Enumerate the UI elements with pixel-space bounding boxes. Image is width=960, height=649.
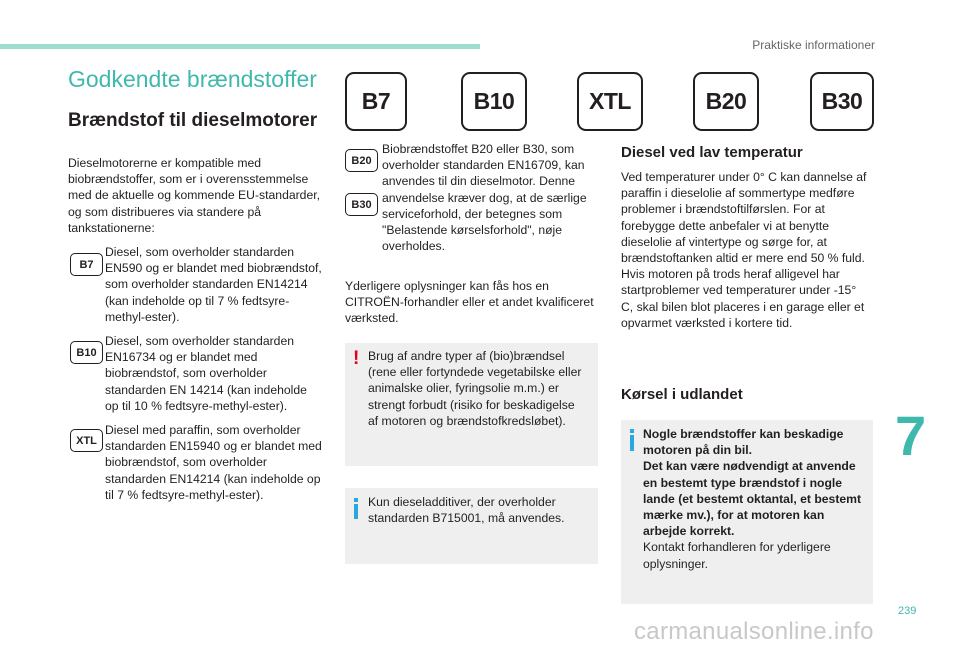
- page-title: Godkendte brændstoffer: [68, 66, 317, 92]
- fuel-badge-b20: B20: [693, 72, 759, 131]
- more-info-paragraph: Yderligere oplysninger kan fås hos en CITROËN-forhandler eller et andet kvalificeret værksted.: [345, 279, 594, 326]
- abroad-note-bold-2: Det kan være nødvendigt at anvende en bestemt type brændstof i nogle lande (et bestemt oktantal, et bestemt mærke mv.), for at motoren kan arbejde korrekt.: [643, 459, 862, 539]
- abroad-info-box: [621, 420, 873, 604]
- fuel-b10-description: Diesel, som overholder standarden EN16734 og er blandet med biobrændstof, som overholder standarden EN 14214 (kan indeholde op til 10 % fedtsyre-methyl-ester).: [105, 334, 307, 413]
- fuel-badge-b30-small: B30: [345, 193, 378, 216]
- abroad-note: [643, 426, 869, 572]
- abroad-note-bold-1: Nogle brændstoffer kan beskadige motoren på din bil.: [643, 427, 844, 458]
- page-subtitle: Brændstof til dieselmotorer: [68, 110, 318, 131]
- warning-note-text: Brug af andre typer af (bio)brændsel (rene eller fortyndede vegetabilske eller animalske olier, fyringsolie m.m.) er strengt forbudt (risiko for beskadigelse af motoren og brændstofkredsløbet).: [368, 349, 582, 428]
- info-icon: [630, 435, 634, 451]
- info-note-text: Kun dieseladditiver, der overholder standarden B715001, må anvendes.: [368, 495, 565, 526]
- fuel-badge-b30: B30: [810, 72, 874, 131]
- intro-paragraph: Dieselmotorerne er kompatible med biobrændstoffer, som er i overensstemmelse med de aktuelle og kommende EU-standarder, og som distribueres via standere på tankstationerne:: [68, 156, 321, 235]
- section-title-text: Praktiske informationer: [752, 38, 875, 52]
- chapter-number: 7: [895, 404, 927, 467]
- page-number: 239: [898, 605, 917, 617]
- watermark: carmanualsonline.info: [634, 618, 874, 645]
- info-note-box: [345, 488, 598, 564]
- fuel-badge-xtl: XTL: [577, 72, 643, 131]
- low-temp-heading: Diesel ved lav temperatur: [621, 144, 803, 161]
- abroad-heading: Kørsel i udlandet: [621, 386, 743, 403]
- low-temp-paragraph: Ved temperaturer under 0° C kan dannelse af paraffin i dieselolie af sommertype medføre problemer i brændstoftilførslen. For at forebygge dette anbefaler vi at benytte dieselolie af vintertype og sørge for, at brændstoftanken altid er mere end 50 % fuld. Hvis motoren på trods heraf alligevel har startproblemer ved temperaturer under -15° C, skal bilen blot placeres i en garage eller et opvarmet værksted i kortere tid.: [621, 170, 867, 330]
- fuel-badge-b7-small: B7: [70, 253, 103, 276]
- info-icon: [354, 504, 358, 519]
- fuel-badge-b7: B7: [345, 72, 407, 131]
- fuel-b7-description: Diesel, som overholder standarden EN590 og er blandet med biobrændstof, som overholder standarden EN14214 (kan indeholde op til 7 % fedtsyre-methyl-ester).: [105, 245, 322, 324]
- abroad-note-text: Kontakt forhandleren for yderligere oplysninger.: [643, 540, 831, 571]
- fuel-badge-b20-small: B20: [345, 149, 378, 172]
- fuel-badge-b10: B10: [461, 72, 527, 131]
- fuel-xtl-description: Diesel med paraffin, som overholder standarden EN15940 og er blandet med biobrændstof, som overholder standarden EN14214 (kan indeholde op til 7 % fedtsyre-methyl-ester).: [105, 423, 322, 502]
- warning-note-box: [345, 343, 598, 466]
- header-accent-bar: [0, 44, 480, 49]
- exclamation-icon: !: [353, 348, 360, 369]
- fuel-badge-b10-small: B10: [70, 341, 103, 364]
- fuel-badge-xtl-small: XTL: [70, 429, 103, 452]
- biofuel-description: Biobrændstoffet B20 eller B30, som overholder standarden EN16709, kan anvendes til din dieselmotor. Denne anvendelse kræver dog, at de særlige serviceforhold, der betegnes som "Belastende kørselsforhold", nøje overholdes.: [382, 142, 587, 254]
